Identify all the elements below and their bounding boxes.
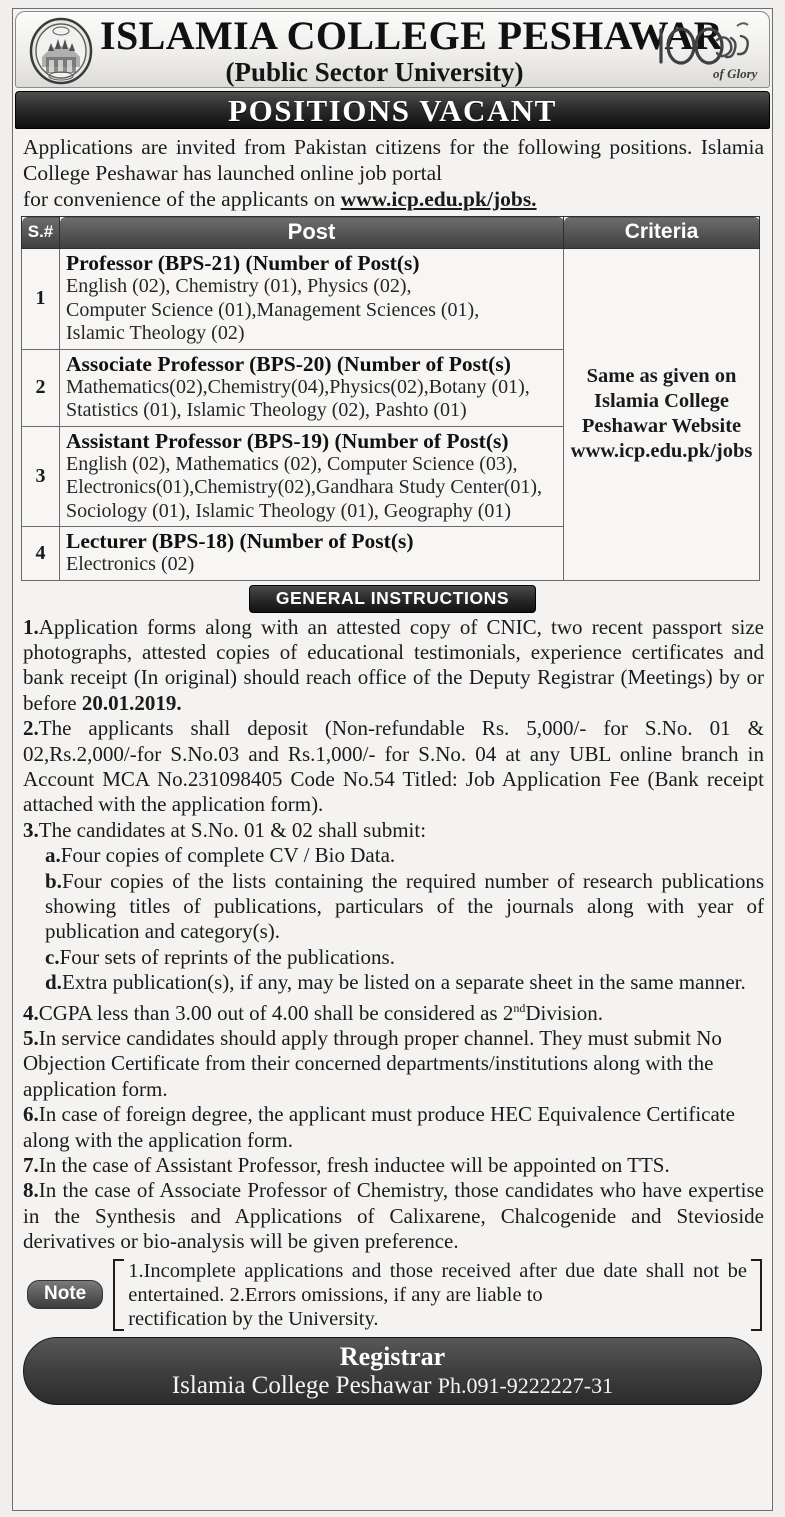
post-title: Assistant Professor (BPS-19) (Number of Post(s) <box>66 428 509 453</box>
instruction-item-3d <box>23 970 764 995</box>
positions-vacant-banner <box>15 91 770 129</box>
criteria-line: Islamia College <box>594 390 729 413</box>
criteria-cell <box>564 249 760 581</box>
svg-text:of Glory: of Glory <box>713 66 758 81</box>
instruction-text: Four sets of reprints of the publications. <box>59 944 395 969</box>
instruction-deadline-date: 20.01.2019. <box>81 690 182 715</box>
note-label-badge: Note <box>27 1280 103 1309</box>
instruction-text: The candidates at S.No. 01 & 02 shall submit: <box>38 817 427 842</box>
footer-institution: Islamia College Peshawar <box>171 1371 432 1399</box>
row-serial: 2 <box>22 349 60 426</box>
jobs-portal-link[interactable]: www.icp.edu.pk/jobs. <box>340 187 537 211</box>
department-line: Islamic Theology (02) <box>66 322 245 344</box>
instruction-item-5 <box>23 1026 764 1102</box>
instruction-item-3a <box>23 843 764 868</box>
note-line-2: shall not be entertained. 2.Errors omissions, if any are liable to <box>128 1259 748 1306</box>
footer-institution-line <box>172 1371 613 1400</box>
note-bracket-group <box>113 1259 762 1331</box>
instruction-item-3b <box>23 869 764 945</box>
intro-line-3 <box>23 186 764 212</box>
bracket-right-icon <box>751 1259 762 1331</box>
department-line: Electronics (02) <box>66 553 195 575</box>
instruction-text: Extra publication(s), if any, may be listed on a separate sheet in the same manner. <box>61 970 746 995</box>
advertisement-sheet <box>12 8 773 1511</box>
note-text <box>124 1259 751 1331</box>
instruction-text: In the case of Assistant Professor, fresh inductee will be appointed on TTS. <box>38 1153 670 1178</box>
department-line: English (02), Chemistry (01), Physics (02), <box>66 275 412 297</box>
instruction-number: 7. <box>23 1153 39 1178</box>
intro-line-2: positions. Islamia College Peshawar has launched online job portal <box>23 135 764 185</box>
post-title: Lecturer (BPS-18) (Number of Post(s) <box>66 529 414 553</box>
instruction-text: In case of foreign degree, the applicant must produce HEC Equivalence Certificate along with the application form. <box>23 1102 735 1152</box>
intro-paragraph <box>23 134 764 212</box>
university-name: ISLAMIA COLLEGE PESHAWAR <box>100 13 724 58</box>
row-post-cell <box>60 349 564 426</box>
department-line: Sociology (01), Islamic Theology (01), Geography (01) <box>66 499 512 522</box>
instruction-text: CGPA less than 3.00 out of 4.00 shall be considered as 2 <box>38 1000 514 1025</box>
ordinal-suffix: nd <box>513 1000 526 1015</box>
department-line: Computer Science (01),Management Sciences (01), <box>66 298 480 321</box>
header-titles <box>100 12 724 87</box>
post-departments <box>66 453 559 524</box>
positions-table <box>21 216 760 581</box>
department-line: Statistics (01), Islamic Theology (02), Pashto (01) <box>66 399 467 421</box>
table-row <box>22 249 760 350</box>
intro-line-3-prefix: for convenience of the applicants on <box>23 187 341 211</box>
instruction-text: The applicants shall deposit (Non-refundable Rs. 5,000/- for S.No. 01 & 02,Rs.2,000/-for S.No.03 and Rs.1,000/- for S.No. 04 at any UBL online branch in Account MCA No.231098405 Code No.54 Titled: Job Application Fee (Bank receipt attached with the application form). <box>23 716 764 817</box>
header-band <box>15 11 770 88</box>
intro-line-1: Applications are invited from Pakistan citizens for the following <box>23 135 601 159</box>
column-header-post: Post <box>60 217 564 249</box>
department-line: Electronics(01),Chemistry(02),Gandhara Study Center(01), <box>66 476 542 498</box>
note-row <box>27 1259 762 1331</box>
department-line: Mathematics(02),Chemistry(04),Physics(02),Botany (01), <box>66 375 530 398</box>
college-crest-icon <box>28 17 94 85</box>
instruction-text: Four copies of complete CV / Bio Data. <box>60 843 396 868</box>
instruction-number: b. <box>45 868 62 893</box>
row-post-cell <box>60 527 564 581</box>
column-header-criteria: Criteria <box>564 217 760 249</box>
bracket-left-icon <box>113 1259 124 1331</box>
registrar-designation: Registrar <box>339 1341 446 1371</box>
centenary-logo-icon <box>651 16 763 86</box>
footer-banner <box>23 1337 762 1405</box>
instruction-item-6 <box>23 1102 764 1153</box>
row-post-cell <box>60 249 564 350</box>
general-instructions-heading: GENERAL INSTRUCTIONS <box>249 585 536 613</box>
university-subtitle: (Public Sector University) <box>225 57 524 87</box>
post-departments <box>66 275 559 346</box>
post-title: Professor (BPS-21) (Number of Post(s) <box>66 251 420 275</box>
row-post-cell <box>60 426 564 527</box>
column-header-serial: S.# <box>22 217 60 249</box>
row-serial: 4 <box>22 527 60 581</box>
general-instructions-heading-wrap <box>13 585 772 613</box>
positions-vacant-title: POSITIONS VACANT <box>228 92 557 128</box>
instruction-number: d. <box>45 970 62 995</box>
instruction-text: In service candidates should apply through proper channel. They must submit No Objection Certificate from their concerned departments/institutions along with the application form. <box>23 1026 722 1101</box>
post-departments <box>66 376 559 423</box>
instruction-item-4 <box>23 996 764 1026</box>
instruction-item-3 <box>23 818 764 843</box>
criteria-website-link[interactable]: www.icp.edu.pk/jobs <box>570 440 753 463</box>
instruction-item-2 <box>23 716 764 818</box>
instruction-item-3c <box>23 945 764 970</box>
instruction-text-tail: Division. <box>525 1000 603 1025</box>
row-serial: 3 <box>22 426 60 527</box>
department-line: English (02), Mathematics (02), Computer Science (03), <box>66 452 518 475</box>
footer-phone: Ph.091-9222227-31 <box>437 1372 614 1398</box>
instruction-item-8 <box>23 1178 764 1254</box>
instruction-item-7 <box>23 1153 764 1178</box>
criteria-line: Same as given on <box>586 365 737 388</box>
instruction-number: 5. <box>23 1026 39 1050</box>
instruction-number: 8. <box>23 1178 39 1203</box>
instruction-number: 1. <box>23 614 39 639</box>
instruction-number: 3. <box>23 817 39 842</box>
instructions-body <box>23 615 764 1255</box>
post-departments <box>66 553 559 577</box>
row-serial: 1 <box>22 249 60 350</box>
post-title: Associate Professor (BPS-20) (Number of Post(s) <box>66 351 511 376</box>
instruction-text: Application forms along with an attested copy of CNIC, two recent passport size photographs, attested copies of educational testimonials, experience certificates and bank receipt (In original) should reach office of the Deputy Registrar (Meetings) by or before <box>23 614 764 715</box>
instruction-text: In the case of Associate Professor of Chemistry, those candidates who have expertise in the Synthesis and Applications of Calixarene, Chalcogenide and Stevioside derivatives or bio-analysis will be given preference. <box>23 1178 764 1254</box>
note-line-1: 1.Incomplete applications and those received after due date <box>128 1259 638 1282</box>
instruction-number: 2. <box>23 716 39 741</box>
instruction-number: c. <box>45 944 60 969</box>
criteria-line: Peshawar Website <box>581 415 742 438</box>
instruction-item-1 <box>23 615 764 717</box>
note-line-3: rectification by the University. <box>128 1307 379 1330</box>
instruction-number: 6. <box>23 1102 39 1127</box>
instruction-text: Four copies of the lists containing the required number of research publications showing titles of publications, particulars of the journals along with year of publication and category(s). <box>45 868 764 944</box>
instruction-number: a. <box>45 843 61 868</box>
instruction-number: 4. <box>23 1000 39 1025</box>
table-header-row <box>22 217 760 249</box>
